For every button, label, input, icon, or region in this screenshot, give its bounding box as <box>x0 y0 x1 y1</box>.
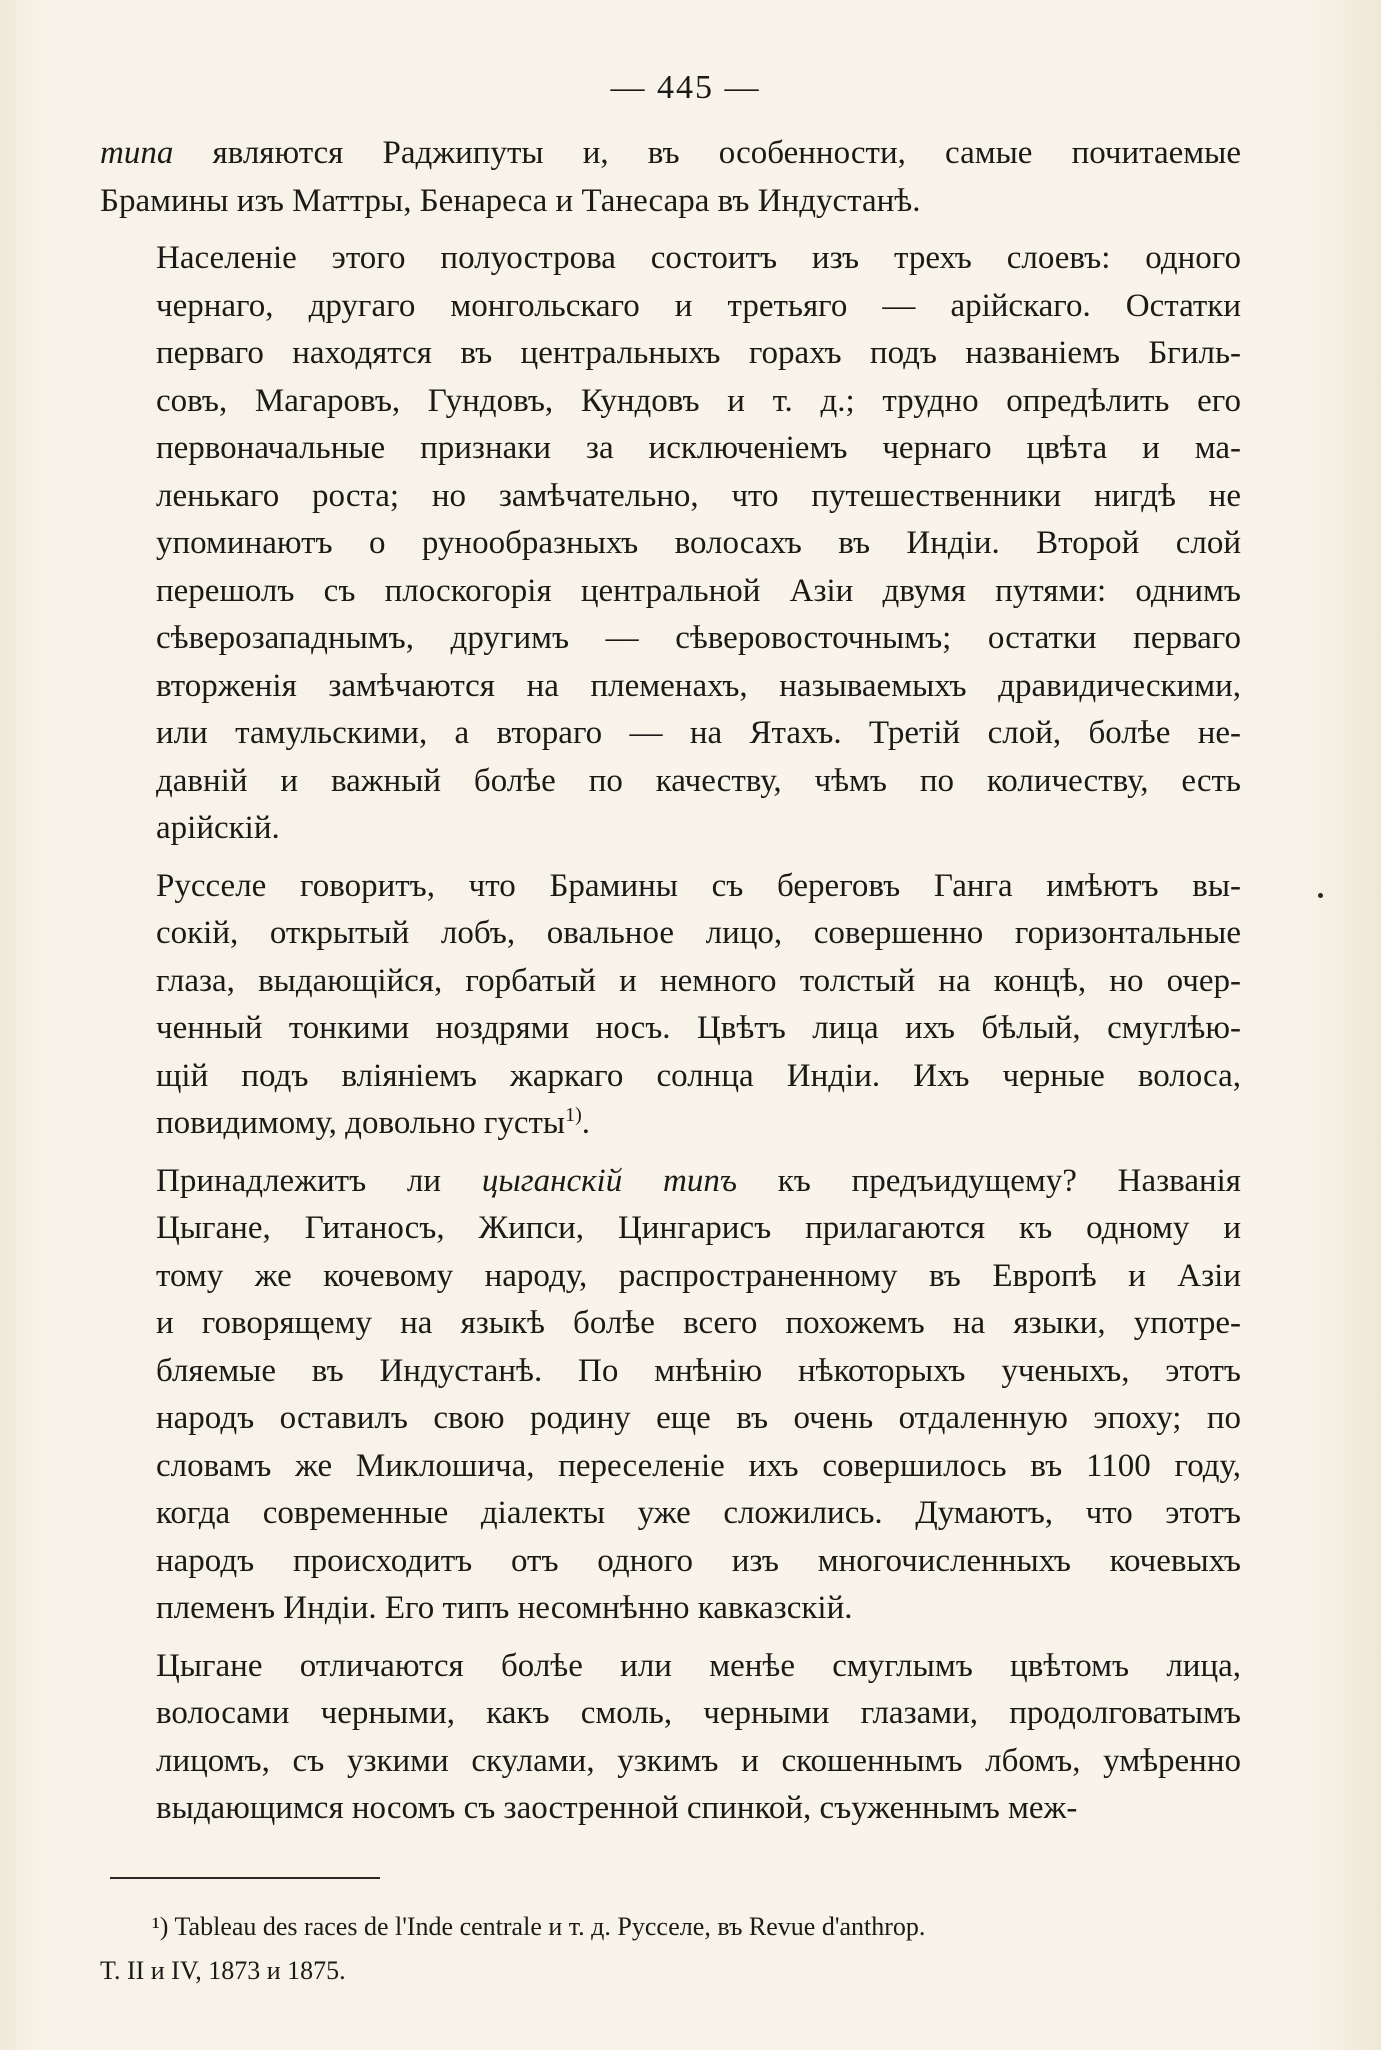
text-line <box>100 178 1241 226</box>
text-run: . <box>581 1105 591 1141</box>
text-line <box>100 1785 1241 1833</box>
italic-text: цыганскій типъ <box>481 1162 737 1199</box>
paragraph <box>100 1158 1241 1633</box>
footnote <box>100 1905 1241 1993</box>
text-line <box>100 1443 1241 1491</box>
text-line <box>100 330 1241 378</box>
text-line <box>100 805 1241 853</box>
text-run: повидимому, довольно густы <box>156 1105 566 1141</box>
text-run: являются Раджипуты и, въ особенности, самые почитаемые <box>173 135 1241 171</box>
text-line <box>100 1100 1241 1148</box>
text-run: волосами черными, какъ смоль, черными глазами, продолговатымъ <box>156 1695 1241 1731</box>
text-run: Брамины изъ Маттры, Бенареса и Танесара въ Индустанѣ. <box>100 182 921 219</box>
text-line <box>100 1538 1241 1586</box>
text-line <box>100 1490 1241 1538</box>
text-run: глаза, выдающійся, горбатый и немного толстый на концѣ, но очер- <box>156 962 1241 999</box>
footnote-line-1: ¹) Tableau des races de l'Inde centrale и т. д. Русселе, въ Revue d'anthrop. <box>152 1911 926 1941</box>
footnote-line-2: T. II и IV, 1873 и 1875. <box>100 1955 346 1985</box>
text-line <box>100 1348 1241 1396</box>
text-run: первоначальные признаки за исключеніемъ чернаго цвѣта и ма- <box>156 430 1241 466</box>
text-run: словамъ же Миклошича, переселеніе ихъ совершилось въ 1100 году, <box>156 1447 1241 1484</box>
text-run: перваго находятся въ центральныхъ горахъ подъ названіемъ Бгиль- <box>156 335 1241 371</box>
text-run: выдающимся носомъ съ заостренной спинкой, съуженнымъ меж- <box>156 1790 1078 1826</box>
paragraph <box>100 130 1241 225</box>
text-run: перешолъ съ плоскогорія центральной Азіи двумя путями: однимъ <box>156 572 1241 609</box>
text-line <box>100 1690 1241 1738</box>
paragraph <box>100 863 1241 1148</box>
text-run: когда современные діалекты уже сложились. Думаютъ, что этотъ <box>156 1495 1241 1531</box>
text-line <box>100 1585 1241 1633</box>
text-line <box>100 663 1241 711</box>
text-run: вторженія замѣчаются на племенахъ, называемыхъ дравидическими, <box>156 667 1241 704</box>
page-number: — 445 — <box>610 69 761 106</box>
text-run: и говорящему на языкѣ болѣе всего похожемъ на языки, употре- <box>156 1305 1241 1341</box>
text-run: щій подъ вліяніемъ жаркаго солнца Индіи. Ихъ черные волоса, <box>156 1057 1241 1094</box>
text-line <box>100 758 1241 806</box>
footnote-ref: 1) <box>565 1104 582 1126</box>
text-line <box>100 615 1241 663</box>
margin-mark <box>1318 893 1323 898</box>
text-line <box>100 1253 1241 1301</box>
text-line <box>100 473 1241 521</box>
italic-text: типа <box>100 135 174 171</box>
text-line <box>100 283 1241 331</box>
text-line <box>100 710 1241 758</box>
text-run: Цыгане, Гитаносъ, Жипси, Цингарисъ прилагаются къ одному и <box>156 1210 1241 1246</box>
text-run: ченный тонкими ноздрями носъ. Цвѣтъ лица ихъ бѣлый, смуглѣю- <box>156 1010 1241 1046</box>
text-line <box>100 1738 1241 1786</box>
text-line <box>100 1158 1241 1206</box>
text-run: Русселе говоритъ, что Брамины съ береговъ Ганга имѣютъ вы- <box>156 867 1241 904</box>
text-run: арійскій. <box>156 810 280 846</box>
text-run: лицомъ, съ узкими скулами, узкимъ и скошеннымъ лбомъ, умѣренно <box>156 1742 1241 1779</box>
paragraph <box>100 235 1241 853</box>
text-run: племенъ Индіи. Его типъ несомнѣнно кавказскій. <box>156 1590 853 1626</box>
text-run: совъ, Магаровъ, Гундовъ, Кундовъ и т. д.; трудно опредѣлить его <box>156 382 1241 419</box>
text-line <box>100 235 1241 283</box>
text-line <box>100 378 1241 426</box>
text-run: упоминаютъ о рунообразныхъ волосахъ въ Индіи. Второй слой <box>156 525 1241 561</box>
text-run: Населеніе этого полуострова состоитъ изъ трехъ слоевъ: одного <box>156 240 1241 276</box>
text-run: давній и важный болѣе по качеству, чѣмъ по количеству, есть <box>156 762 1241 799</box>
text-run: чернаго, другаго монгольскаго и третьяго — арійскаго. Остатки <box>156 287 1241 324</box>
text-line <box>100 520 1241 568</box>
text-run: Цыгане отличаются болѣе или менѣе смуглымъ цвѣтомъ лица, <box>156 1647 1241 1684</box>
main-text <box>100 130 1241 1833</box>
text-line <box>100 1205 1241 1253</box>
text-line <box>100 1300 1241 1348</box>
text-run: сокій, открытый лобъ, овальное лицо, совершенно горизонтальные <box>156 915 1241 951</box>
text-line <box>100 1053 1241 1101</box>
text-line <box>100 863 1241 911</box>
text-line <box>100 958 1241 1006</box>
paragraph <box>100 1643 1241 1833</box>
text-run: или тамульскими, а втораго — на Ятахъ. Третій слой, болѣе не- <box>156 715 1241 751</box>
text-line <box>100 910 1241 958</box>
text-line <box>100 1395 1241 1443</box>
text-line <box>100 130 1241 178</box>
text-run: къ предъидущему? Названія <box>736 1162 1241 1199</box>
text-line <box>100 1643 1241 1691</box>
text-run: ленькаго роста; но замѣчательно, что путешественники нигдѣ не <box>156 477 1241 514</box>
text-run: тому же кочевому народу, распространенному въ Европѣ и Азіи <box>156 1257 1241 1294</box>
text-line <box>100 568 1241 616</box>
text-line <box>100 1005 1241 1053</box>
text-run: народъ происходитъ отъ одного изъ многочисленныхъ кочевыхъ <box>156 1542 1241 1579</box>
text-line <box>100 425 1241 473</box>
text-run: бляемые въ Индустанѣ. По мнѣнію нѣкоторыхъ ученыхъ, этотъ <box>156 1352 1241 1389</box>
footnote-separator <box>110 1877 380 1879</box>
text-run: сѣверозападнымъ, другимъ — сѣверовосточнымъ; остатки перваго <box>156 620 1241 656</box>
text-run: народъ оставилъ свою родину еще въ очень отдаленную эпоху; по <box>156 1400 1241 1436</box>
text-run: Принадлежитъ ли <box>156 1162 482 1199</box>
